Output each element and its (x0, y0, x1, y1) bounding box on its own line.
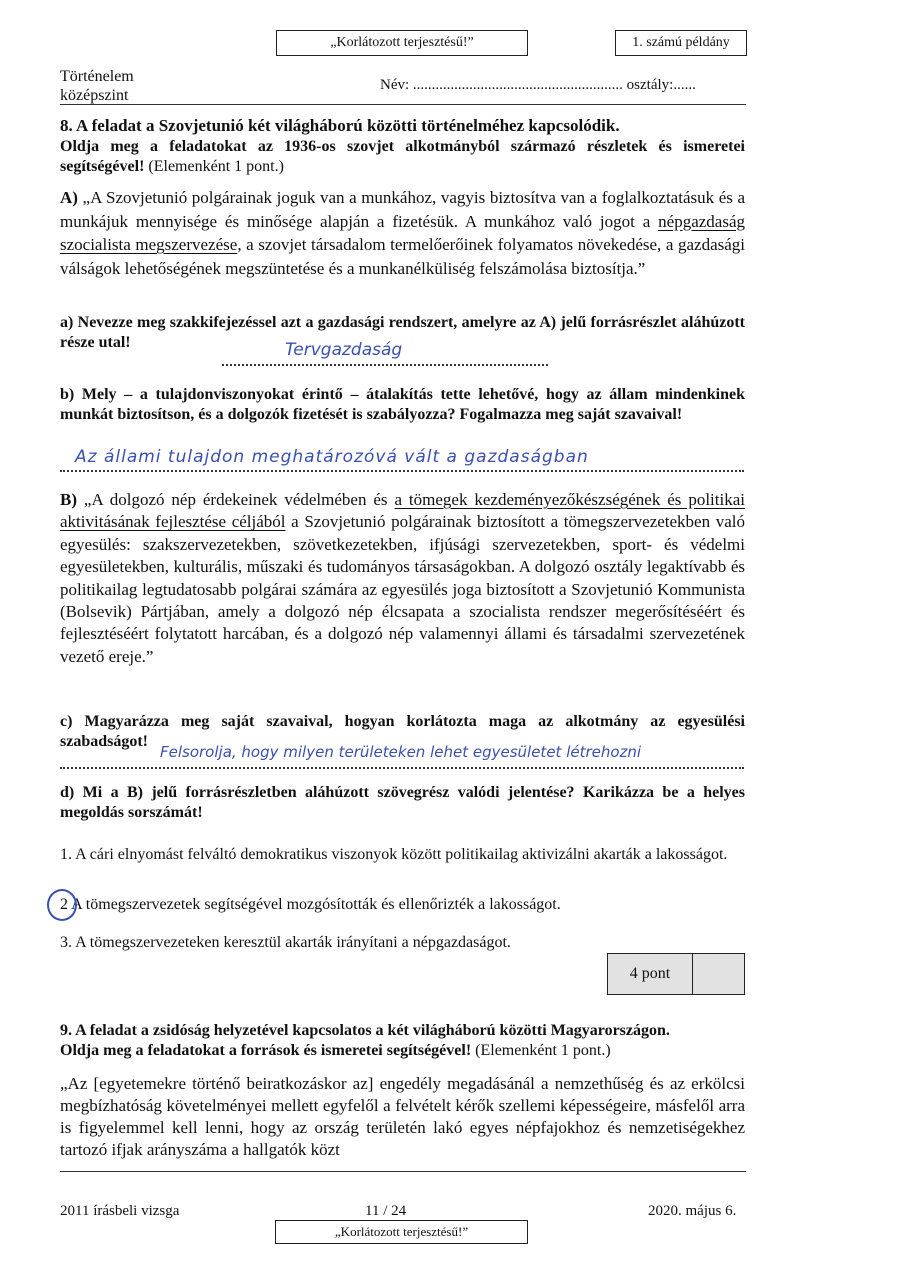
restricted-distribution-label: „Korlátozott terjesztésű!” (276, 30, 528, 56)
answer-b-handwriting: Az állami tulajdon meghatározóvá vált a gazdaságban (75, 447, 589, 467)
task8-instruction (60, 137, 745, 177)
footer-restricted-label: „Korlátozott terjesztésű!” (275, 1220, 528, 1244)
source-a-text-before: „A Szovjetunió polgárainak joguk van a munkához, vagyis biztosítva van a foglalkoztatásuk és a munkájuk mennyisége és minősége alapján a fizetésük. A munkához való jogot a (60, 188, 745, 231)
level-label: középszint (60, 87, 129, 104)
points-box (607, 953, 745, 995)
option-3-text: A tömegszervezeteken keresztül akarták irányítani a népgazdaságot. (75, 934, 511, 951)
option-2-circle-mark (47, 889, 77, 921)
header-rule (60, 104, 746, 105)
source-b (60, 489, 745, 668)
task9-instruction (60, 1041, 745, 1061)
answer-a-handwriting: Tervgazdaság (285, 340, 403, 360)
option-2 (60, 894, 750, 915)
points-score-cell (693, 954, 744, 994)
footer-exam-label: 2011 írásbeli vizsga (60, 1203, 180, 1219)
option-3-number: 3. (60, 934, 72, 951)
answer-a-line (222, 364, 548, 366)
source-b-text-before: „A dolgozó nép érdekeinek védelmében és (77, 490, 395, 509)
task9-title: 9. A feladat a zsidóság helyzetével kapcsolatos a két világháború közötti Magyarországon. (60, 1022, 670, 1039)
answer-c-handwriting: Felsorolja, hogy milyen területeken lehet egyesületet létrehozni (160, 743, 642, 761)
points-label: 4 pont (608, 954, 693, 994)
question-a: a) Nevezze meg szakkifejezéssel azt a gazdasági rendszert, amelyre az A) jelű forrásrészlet aláhúzott része utal! (60, 314, 745, 351)
task8-instruction-normal: (Elemenként 1 pont.) (144, 158, 284, 175)
copy-number-label: 1. számú példány (615, 30, 747, 56)
option-1 (60, 844, 750, 865)
answer-b-line (60, 470, 744, 472)
source-a-text-after: , a szovjet társadalom termelőerőinek folyamatos növekedése, a gazdasági válságok lehetőségének megszüntetése és a munkanélküliség felszámolása biztosítja.” (60, 235, 746, 278)
source-a (60, 186, 745, 280)
name-class-field: Név: ........................................................ osztály:...... (380, 77, 696, 93)
footer-rule (60, 1171, 746, 1172)
answer-c-line (60, 767, 744, 769)
option-1-number: 1. (60, 846, 72, 863)
source-a-underlined: népgazdaság szocialista megszervezése (60, 211, 745, 254)
footer-page-number: 11 / 24 (365, 1203, 407, 1219)
task9-instruction-bold: Oldja meg a feladatokat a források és ismeretei segítségével! (60, 1042, 472, 1059)
task9-instruction-normal: (Elemenként 1 pont.) (471, 1042, 611, 1059)
source-b-label: B) (60, 490, 77, 509)
source-b-text-after: a Szovjetunió polgárainak biztosított a tömegszervezetekben való egyesülés: szakszervezetekben, szövetkezetekben, ifjúsági szervezetekben, sport- és védelmi egyesületekben, kulturális, műszaki és tudományos társaságokban. A dolgozó osztály legaktívabb és politikailag legtudatosabb polgárai számára az egyesülés joga biztosított a Szovjetunió Kommunista (Bolsevik) Pártjában, amely a dolgozó nép élcsapata a szocialista rendszer megerősítéséért és fejlesztéséért folytatott harcában, és a dolgozó nép valamennyi állami és társadalmi szervezetének vezető ereje.” (60, 512, 745, 666)
source-b-underlined: a tömegek kezdeményezőkészségének és politikai aktivitásának fejlesztése céljából (60, 490, 745, 532)
task8-instruction-bold: Oldja meg a feladatokat az 1936-os szovjet alkotmányból származó részletek és ismeretei segítségével! (60, 138, 745, 175)
option-2-text: A tömegszervezetek segítségével mozgósították és ellenőrizték a lakosságot. (71, 896, 561, 913)
task9-source: „Az [egyetemekre történő beiratkozáskor az] engedély megadásánál a nemzethűség és az erkölcsi megbízhatóság követelményei mellett egyfelől a felvételt kérők szellemi képességeire, másfelől arra is figyelemmel kell lenni, hogy az ország területén lakó egyes népfajokhoz és nemzetiségekhez tartozó ifjak arányszáma a hallgatók közt (60, 1074, 745, 1159)
question-b: b) Mely – a tulajdonviszonyokat érintő – átalakítás tette lehetővé, hogy az állam mindenkinek munkát biztosítson, és a dolgozók fizetését is szabályozza? Fogalmazza meg saját szavaival! (60, 386, 745, 423)
question-d: d) Mi a B) jelű forrásrészletben aláhúzott szövegrész valódi jelentése? Karikázza be a helyes megoldás sorszámát! (60, 784, 745, 821)
subject-label: Történelem (60, 68, 134, 85)
source-a-label: A) (60, 188, 78, 207)
task8-title: 8. A feladat a Szovjetunió két világháború közötti történelméhez kapcsolódik. (60, 116, 620, 135)
question-c: c) Magyarázza meg saját szavaival, hogyan korlátozta maga az alkotmány az egyesülési szabadságot! (60, 713, 745, 750)
footer-date: 2020. május 6. (648, 1203, 737, 1219)
option-3 (60, 932, 750, 953)
option-2-number: 2 (60, 896, 68, 913)
option-1-text: A cári elnyomást felváltó demokratikus viszonyok között politikailag aktivizálni akarták a lakosságot. (75, 846, 728, 863)
